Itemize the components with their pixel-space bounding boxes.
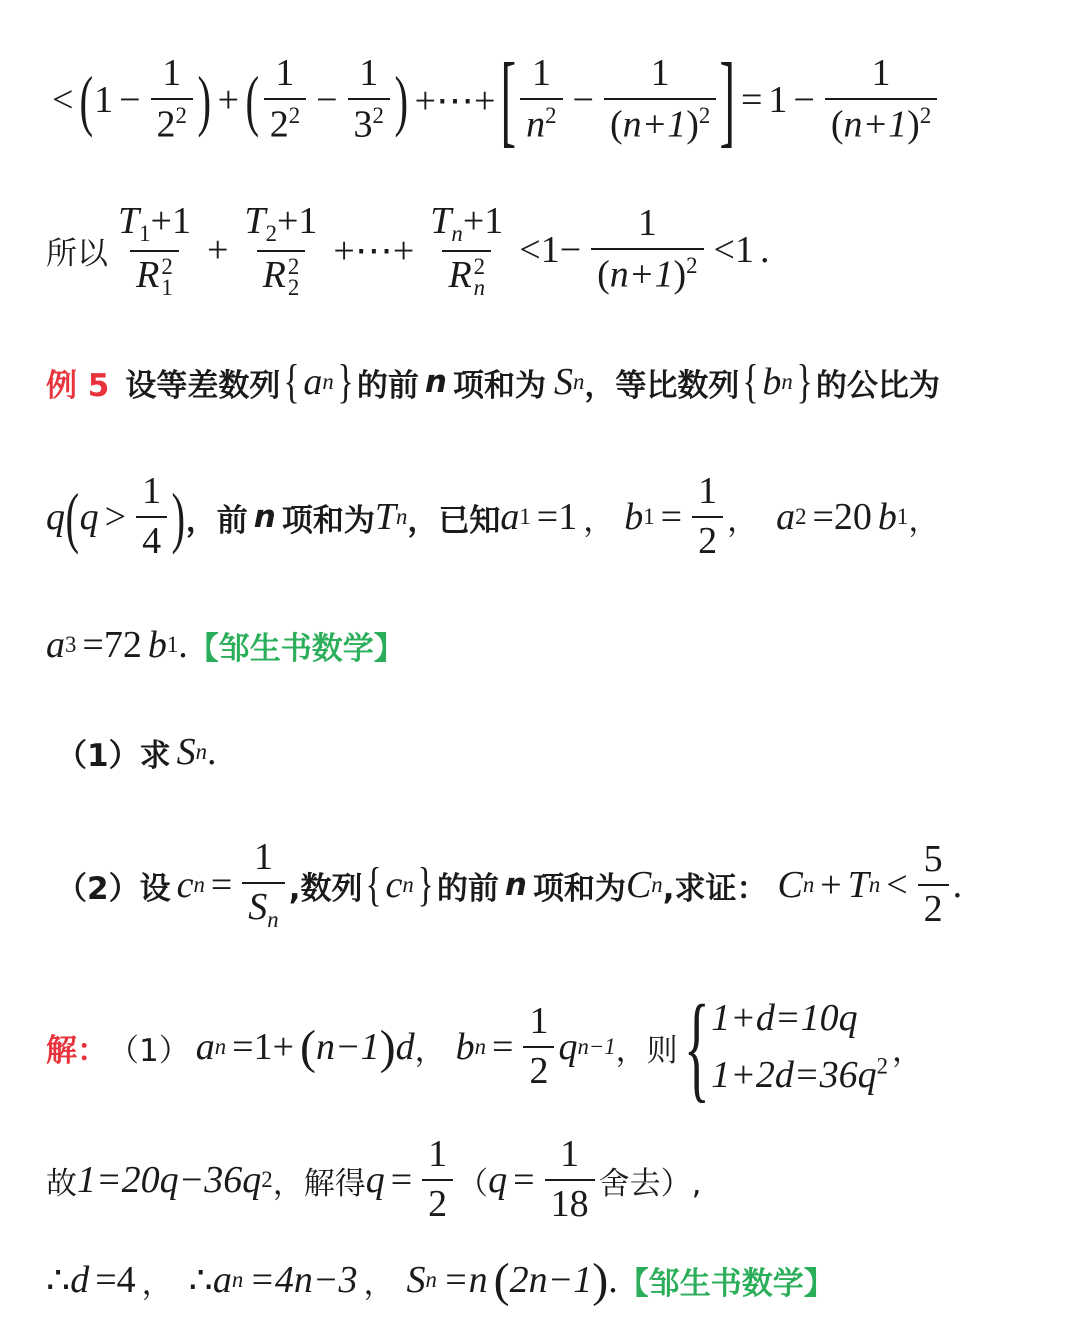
denominator: $n^2$ [520, 98, 562, 146]
denominator: 2 [918, 884, 949, 930]
var-S: S [553, 361, 573, 403]
equals-72: =72 [82, 624, 142, 666]
comma: ， [583, 502, 615, 539]
plus-sign: + [820, 864, 842, 906]
period: . [952, 864, 963, 906]
so-label: 所以 [46, 235, 108, 272]
example-statement: 例 5 设等差数列 { a n } 的前 n 项和为 S n ，等比数列 { b n } 的公比为 [46, 355, 940, 408]
var-c: c [385, 864, 403, 906]
less-than-expr: <1− [519, 229, 582, 271]
numerator: 5 [923, 838, 943, 881]
denominator: 2 [523, 1046, 554, 1092]
comma: ， [363, 1265, 395, 1302]
denominator: $S_n$ [242, 882, 284, 932]
var-d: d [395, 1026, 415, 1068]
var-b1: b [147, 624, 167, 666]
fraction-one-eighteenth [545, 1135, 595, 1225]
denominator: 18 [545, 1179, 595, 1225]
var-T: T [374, 496, 396, 538]
denominator: R 2 n [442, 250, 491, 299]
question-part-2: （2）设 c n = $\frac{1}{S_n}$ ,数列 { c n } 的前 n 项和为 C n ,求证： C n + T n < $\frac{5}{2}$ . [56, 836, 963, 932]
discard-text: 舍去）, [598, 1165, 702, 1202]
fraction-bound [591, 204, 703, 295]
equals-four: =4 [95, 1259, 136, 1301]
brace-close: } [337, 355, 354, 408]
solution-step-2: 故 1=20q−36q 2 ，解得 q = $\frac{1}{2}$ （ q = $\frac{1}{18}$ 舍去）, [46, 1133, 702, 1225]
n-minus-1: n−1 [316, 1026, 380, 1068]
less-than: < [52, 79, 74, 121]
equals-one-plus: =1+ [232, 1026, 295, 1068]
part-label: （1） [108, 1032, 190, 1069]
part-label: （2）设 [56, 870, 171, 907]
var-b: b [762, 361, 782, 403]
denominator: 2 [422, 1179, 453, 1225]
therefore-symbol: ∴ [46, 1259, 71, 1302]
equation-system [682, 980, 888, 1113]
var-a: a [303, 361, 323, 403]
numerator: 1 [650, 52, 670, 95]
greater-than: > [104, 496, 127, 538]
paren-close: ) [394, 62, 409, 138]
denominator: $(n+1)^2$ [825, 98, 937, 146]
paren-open: （ [457, 1165, 489, 1202]
text: 的前 [436, 870, 499, 907]
telescoping-inequality [46, 40, 1070, 160]
equals-sign: = [390, 1159, 413, 1201]
period: . [608, 1259, 618, 1301]
comma: ， [141, 1265, 173, 1302]
example-condition-a3: a 3 =72 b 1 . 【邹生书数学】 [46, 624, 405, 667]
var-q: q [558, 1026, 578, 1068]
fraction-five-halves [918, 840, 949, 930]
then-text: ，则 [615, 1032, 678, 1069]
numerator: 1 [529, 1000, 549, 1043]
denominator: 2 [692, 516, 723, 562]
therefore-text: 故 [46, 1165, 77, 1202]
plus-sign: + [217, 79, 240, 121]
var-n: n [504, 867, 527, 903]
text: 项和为 [532, 870, 626, 907]
period: . [206, 731, 217, 773]
ellipsis-sum: +⋯+ [333, 229, 415, 272]
denominator: $(n+1)^2$ [604, 98, 716, 146]
numerator: 1 [275, 52, 295, 95]
fraction-6 [825, 54, 937, 145]
quadratic-equation: 1=20q−36q [77, 1159, 262, 1201]
var-T: T [847, 864, 869, 906]
ellipsis-sum: +⋯+ [414, 79, 496, 122]
text: ，解得 [272, 1165, 366, 1202]
equals-sign: = [492, 1026, 514, 1068]
fraction-tn-rn [424, 199, 509, 300]
text: 设等差数列 [125, 367, 281, 404]
bracket-open: [ [500, 42, 517, 157]
paren-open: ( [245, 62, 260, 138]
fraction-cn [242, 838, 284, 932]
example-label: 例 5 [46, 367, 110, 404]
period: . [759, 229, 770, 271]
comma: ， [727, 502, 759, 539]
text: ,数列 [288, 870, 363, 907]
brace-open: { [742, 355, 759, 408]
brace-open: { [365, 858, 383, 911]
fraction-half [523, 1002, 554, 1092]
less-than: < [886, 864, 908, 906]
var-q: q [365, 1159, 385, 1201]
text: ，等比数列 [584, 367, 740, 404]
var-d: d [70, 1259, 90, 1301]
denominator: $2^2$ [264, 98, 306, 146]
fraction-2 [264, 54, 306, 145]
var-b: b [877, 496, 897, 538]
equals-sign: = [660, 496, 683, 538]
term-one: 1 [768, 79, 788, 121]
numerator: 1 [698, 470, 718, 513]
var-q: q [488, 1159, 508, 1201]
fraction-5 [604, 54, 716, 145]
minus-sign: − [793, 79, 815, 121]
equals-twenty: =20 [812, 496, 872, 538]
numerator: 1 [871, 52, 891, 95]
var-q: q [46, 496, 65, 538]
var-c: c [176, 864, 194, 906]
sn-formula: =n [442, 1259, 488, 1301]
fraction-half [692, 472, 723, 562]
brace-close: } [796, 355, 813, 408]
var-S: S [176, 731, 196, 773]
paren-close: ) [171, 479, 186, 555]
brand-tag: 【邹生书数学】 [617, 1265, 835, 1302]
therefore-symbol: ∴ [188, 1259, 213, 1302]
denominator: $2^2$ [151, 98, 193, 146]
minus-sign: − [119, 79, 141, 121]
text: 项和为 [452, 367, 546, 404]
fraction-half [422, 1135, 453, 1225]
conclusion-inequality [46, 190, 1070, 310]
comma: ， [908, 502, 940, 539]
paren-open: ( [79, 62, 94, 138]
numerator: $T_2+1$ [244, 199, 318, 246]
var-C: C [777, 864, 803, 906]
minus-sign: − [316, 79, 338, 121]
text: 的前 [356, 367, 419, 404]
part-label: （1）求 [56, 737, 171, 774]
text: ,求证： [662, 870, 768, 907]
var-a: a [195, 1026, 215, 1068]
brace-open: { [283, 355, 300, 408]
var-b1: b [624, 496, 644, 538]
numerator: 1 [531, 52, 551, 95]
fraction-1 [151, 54, 193, 145]
solution-step-1: 解： （1） a n =1+ ( n−1 ) d ， b n = $\frac{1}{2}$ q n−1 ，则 { 1+d=10q $1+2d=36q^2$ ， [46, 980, 923, 1113]
system-brace: { [683, 980, 710, 1113]
period: . [178, 624, 188, 666]
brace-close: } [417, 858, 434, 911]
var-a: a [212, 1259, 232, 1301]
var-q: q [79, 496, 99, 538]
numerator: 1 [162, 52, 182, 95]
var-C: C [625, 864, 652, 906]
fraction-3 [348, 54, 390, 145]
equals-one: =1 [536, 496, 578, 538]
bracket-close: ] [719, 42, 736, 157]
solution-step-3: ∴ d =4 ， ∴ a n =4n−3 ， S n =n ( 2n−1 ) . 【邹生书数学】 [46, 1253, 835, 1307]
equals-sign: = [740, 79, 763, 121]
text: 项和为 [281, 502, 375, 539]
less-than-one: <1 [713, 229, 754, 271]
equals-sign: = [210, 864, 233, 906]
numerator: $T_n+1$ [430, 199, 504, 246]
equals-sign: = [513, 1159, 535, 1201]
denominator: R 2 2 [257, 250, 306, 299]
var-n: n [424, 364, 447, 400]
denominator: $3^2$ [348, 98, 390, 146]
numerator: 1 [359, 52, 379, 95]
text: 的公比为 [815, 367, 940, 404]
comma: ， [414, 1032, 446, 1069]
denominator: R 2 1 [130, 250, 179, 299]
numerator: 1 [428, 1133, 448, 1176]
example-conditions: q ( q > $\frac{1}{4}$ ) ，前 n 项和为 T n ，已知 a 1 =1 ， b 1 = $\frac{1}{2}$ ， a 2 =20 b 1 ， [46, 470, 940, 562]
var-S: S [406, 1259, 426, 1301]
numerator: 1 [637, 202, 657, 245]
numerator: $T_1+1$ [118, 199, 191, 246]
term-one: 1 [94, 79, 114, 121]
an-formula: =4n−3 [249, 1259, 358, 1301]
denominator: 4 [136, 516, 167, 562]
paren-open: ( [65, 479, 80, 555]
numerator: 1 [560, 1133, 580, 1176]
numerator: 1 [142, 470, 162, 513]
brand-tag: 【邹生书数学】 [187, 630, 405, 667]
equation-row-1: 1+d=10q [711, 997, 858, 1039]
question-part-1: （1）求 S n . [56, 731, 217, 774]
fraction-quarter [136, 472, 167, 562]
fraction-t2-r2 [238, 199, 323, 300]
fraction-4 [520, 54, 562, 145]
text: ，已知 [407, 502, 501, 539]
var-a1: a [500, 496, 520, 538]
var-a2: a [776, 496, 796, 538]
two-n-minus-1: 2n−1 [509, 1259, 593, 1301]
denominator: $(n+1)^2$ [591, 248, 703, 296]
var-b: b [455, 1026, 475, 1068]
equation-row-2: $1+2d=36q^2$ [711, 1053, 888, 1096]
var-a3: a [46, 624, 65, 666]
minus-sign: − [572, 79, 594, 121]
paren-close: ) [197, 62, 212, 138]
plus-sign: + [206, 229, 229, 271]
numerator: 1 [254, 836, 273, 879]
comma: ， [891, 1032, 923, 1069]
text: ，前 [185, 502, 248, 539]
var-n: n [253, 499, 276, 535]
solution-label: 解： [46, 1032, 108, 1069]
fraction-t1-r1 [112, 199, 197, 300]
